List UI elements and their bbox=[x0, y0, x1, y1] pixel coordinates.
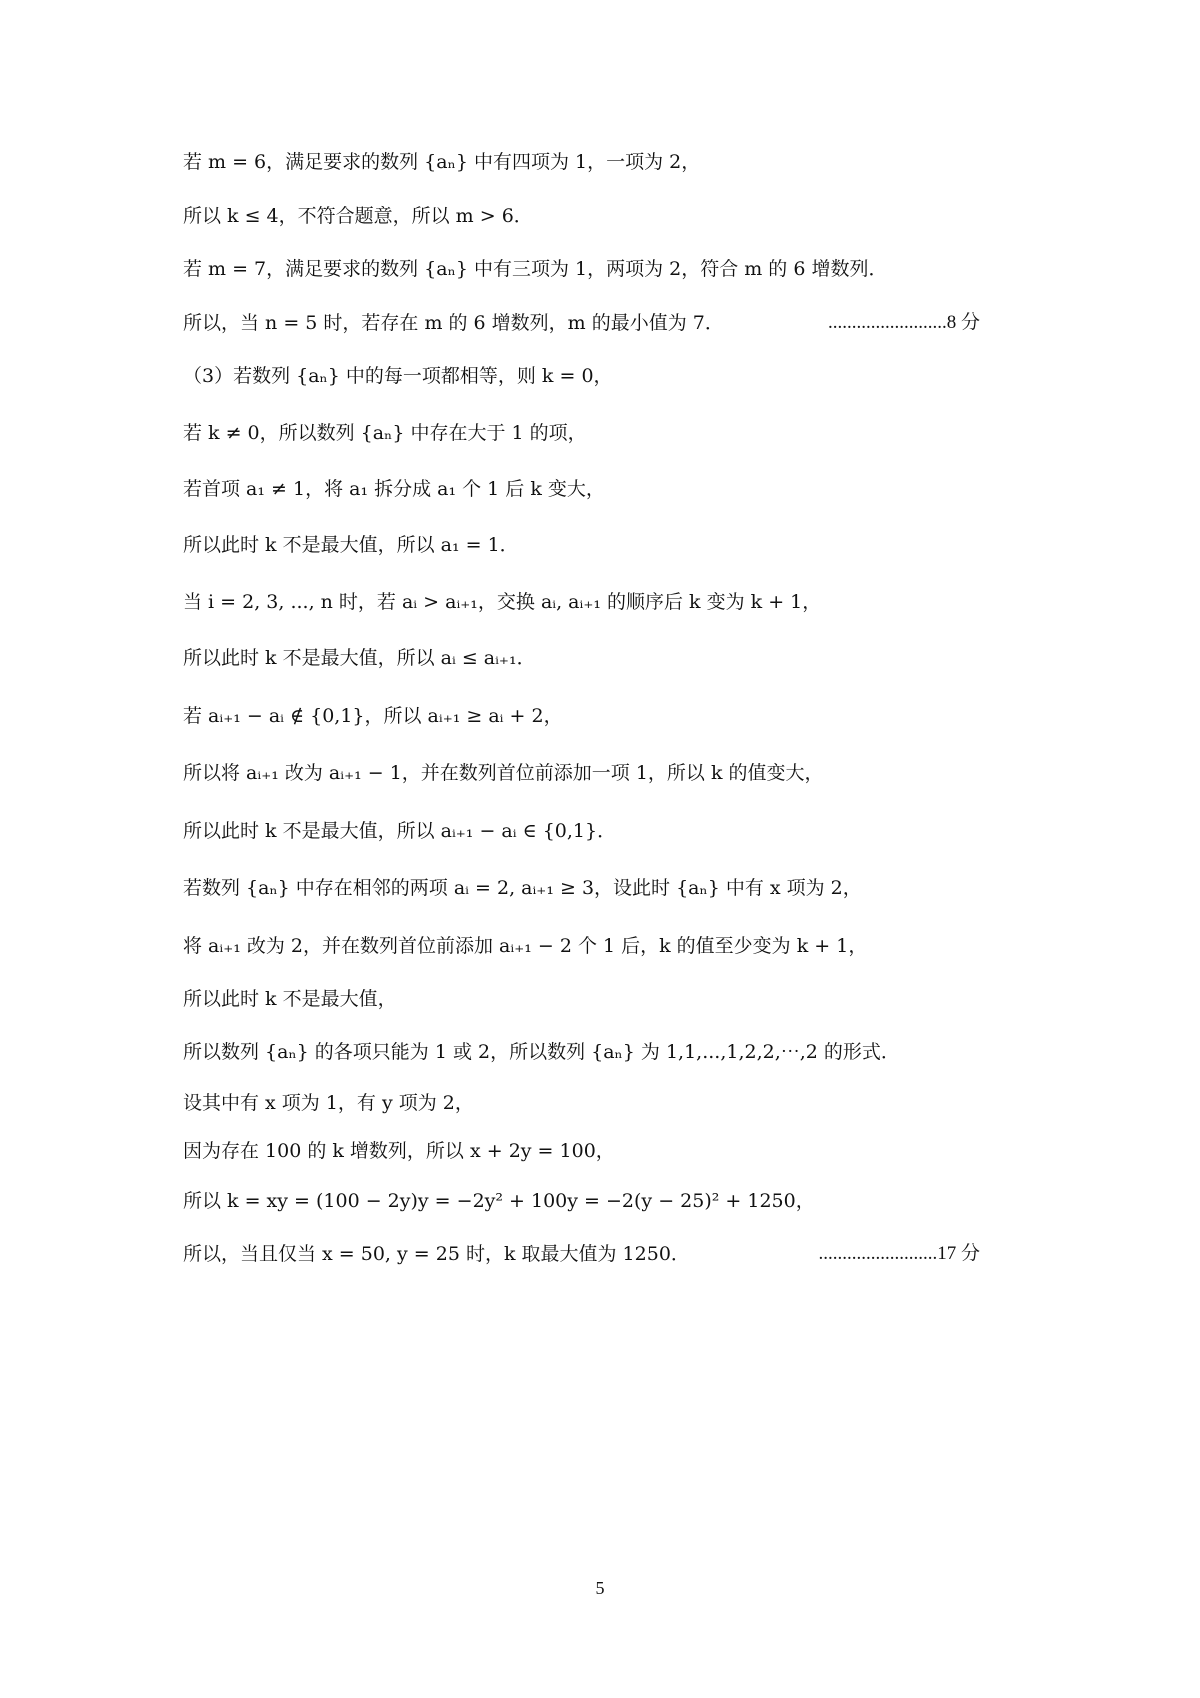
text-line: 若 m = 7，满足要求的数列 {aₙ} 中有三项为 1，两项为 2，符合 m 的 6 增数列． bbox=[183, 258, 888, 280]
text-line: 若 k ≠ 0，所以数列 {aₙ} 中存在大于 1 的项， bbox=[183, 422, 587, 444]
page-number: 5 bbox=[595, 1578, 605, 1598]
text-line: 所以此时 k 不是最大值，所以 a₁ = 1． bbox=[183, 534, 519, 556]
text-line: 将 aᵢ₊₁ 改为 2，并在数列首位前添加 aᵢ₊₁ − 2 个 1 后，k 的值至少变为 k + 1， bbox=[183, 935, 868, 957]
text-line: 所以数列 {aₙ} 的各项只能为 1 或 2，所以数列 {aₙ} 为 1,1,...,1,2,2,⋯,2 的形式． bbox=[183, 1041, 900, 1063]
score-mark: .........................8 分 bbox=[827, 312, 980, 333]
text-line: 所以，当且仅当 x = 50, y = 25 时，k 取最大值为 1250． bbox=[183, 1243, 690, 1265]
text-line: 若 aᵢ₊₁ − aᵢ ∉ {0,1}，所以 aᵢ₊₁ ≥ aᵢ + 2， bbox=[183, 705, 563, 727]
text-line: 若首项 a₁ ≠ 1，将 a₁ 拆分成 a₁ 个 1 后 k 变大， bbox=[183, 478, 605, 500]
text-line: 所以 k = xy = (100 − 2y)y = −2y² + 100y = −2(y − 25)² + 1250， bbox=[183, 1190, 815, 1212]
text-line: 所以此时 k 不是最大值， bbox=[183, 988, 397, 1010]
text-line-with-score bbox=[183, 1239, 980, 1269]
text-line: 所以，当 n = 5 时，若存在 m 的 6 增数列，m 的最小值为 7． bbox=[183, 312, 724, 334]
text-line: （3）若数列 {aₙ} 中的每一项都相等，则 k = 0， bbox=[183, 365, 613, 387]
text-line: 若数列 {aₙ} 中存在相邻的两项 aᵢ = 2, aᵢ₊₁ ≥ 3，设此时 {aₙ} 中有 x 项为 2， bbox=[183, 877, 862, 899]
text-line: 设其中有 x 项为 1，有 y 项为 2， bbox=[183, 1092, 474, 1114]
text-line: 所以此时 k 不是最大值，所以 aᵢ ≤ aᵢ₊₁． bbox=[183, 647, 536, 669]
text-line: 若 m = 6，满足要求的数列 {aₙ} 中有四项为 1，一项为 2， bbox=[183, 151, 701, 173]
text-line: 所以将 aᵢ₊₁ 改为 aᵢ₊₁ − 1，并在数列首位前添加一项 1，所以 k 的值变大， bbox=[183, 762, 824, 784]
text-line: 所以 k ≤ 4，不符合题意，所以 m > 6． bbox=[183, 205, 533, 227]
score-mark: .........................17 分 bbox=[818, 1243, 980, 1264]
text-line: 因为存在 100 的 k 增数列，所以 x + 2y = 100， bbox=[183, 1140, 615, 1162]
text-line: 当 i = 2, 3, ..., n 时，若 aᵢ > aᵢ₊₁，交换 aᵢ, aᵢ₊₁ 的顺序后 k 变为 k + 1， bbox=[183, 591, 822, 613]
text-line-with-score bbox=[183, 308, 980, 338]
text-line: 所以此时 k 不是最大值，所以 aᵢ₊₁ − aᵢ ∈ {0,1}． bbox=[183, 820, 617, 842]
